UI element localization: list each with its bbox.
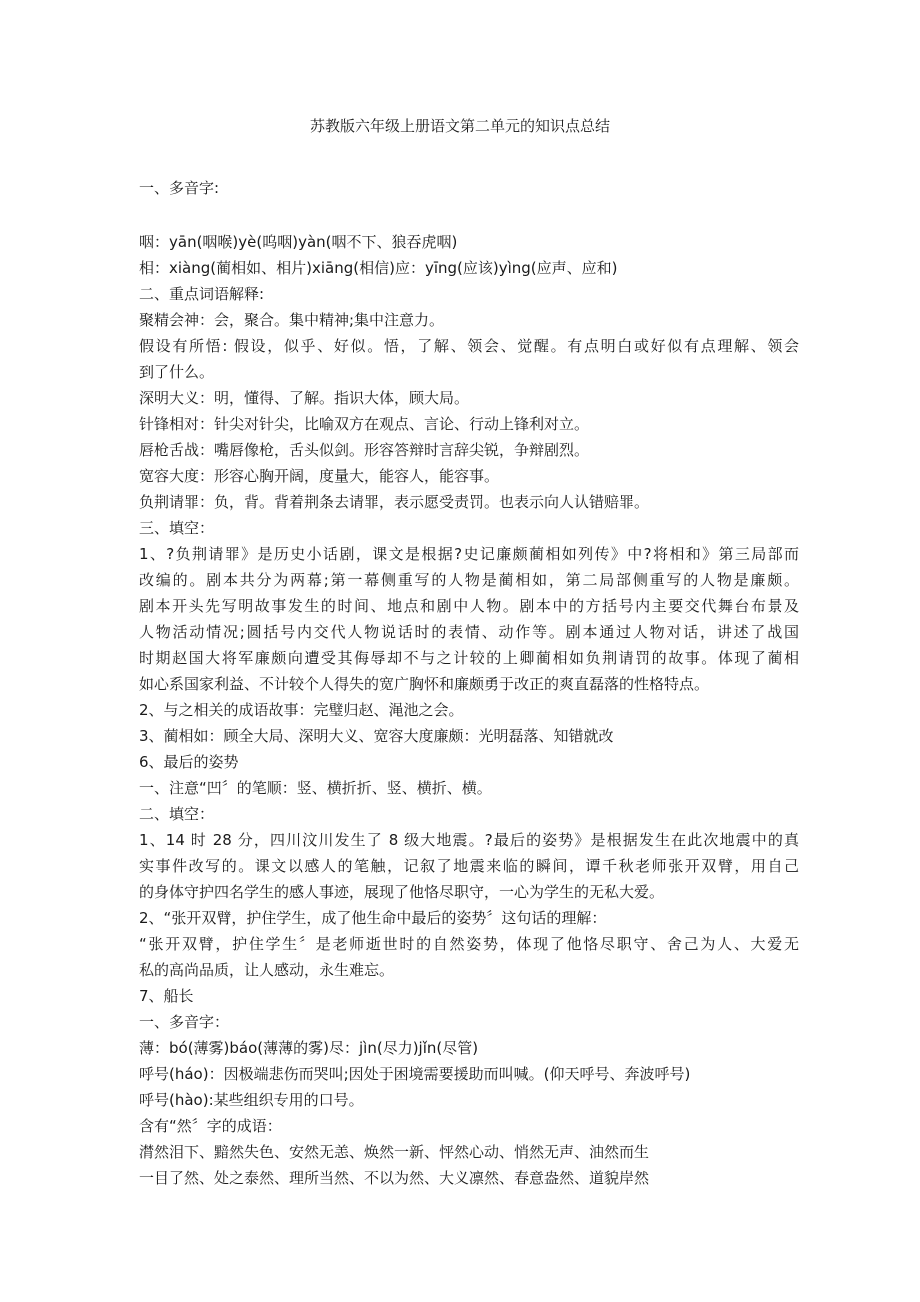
document-title: 苏教版六年级上册语文第二单元的知识点总结 — [309, 117, 610, 135]
text-line: 宽容大度：形容心胸开阔，度量大，能容人，能容事。 — [139, 467, 500, 485]
text-line: 薄：bó(薄雾)báo(薄薄的雾)尽：jìn(尽力)jǐn(尽管) — [139, 1039, 479, 1057]
text-line: 潸然泪下、黯然失色、安然无恙、焕然一新、怦然心动、悄然无声、油然而生 — [139, 1143, 650, 1161]
text-line: 的身体守护四名学生的感人事迹，展现了他恪尽职守，一心为学生的无私大爱。 — [139, 883, 665, 901]
section-heading: 一、多音字: — [139, 179, 220, 197]
text-line: 1、14 时 28 分，四川汶川发生了 8 级大地震。?最后的姿势》是根据发生在此次地震中的真 — [139, 831, 799, 849]
text-line: 到了什么。 — [139, 363, 215, 381]
text-line: 6、最后的姿势 — [139, 753, 239, 771]
text-line: 一目了然、处之泰然、理所当然、不以为然、大义凛然、春意盎然、道貌岸然 — [139, 1169, 650, 1187]
text-line: 改编的。剧本共分为两幕;第一幕侧重写的人物是蔺相如，第二局部侧重写的人物是廉颇。 — [139, 571, 799, 589]
text-line: 呼号(hào):某些组织专用的口号。 — [139, 1091, 364, 1109]
text-line: 人物活动情况;圆括号内交代人物说话时的表情、动作等。剧本通过人物对话，讲述了战国 — [139, 623, 799, 641]
text-line: 负荆请罪：负，背。背着荆条去请罪，表示愿受责罚。也表示向人认错赔罪。 — [139, 493, 650, 511]
text-line: 实事件改写的。课文以感人的笔触，记叙了地震来临的瞬间，谭千秋老师张开双臂，用自己 — [139, 857, 799, 875]
text-line: 一、多音字： — [139, 1013, 230, 1031]
text-line: 三、填空： — [139, 519, 215, 537]
text-line: 咽：yān(咽喉)yè(呜咽)yàn(咽不下、狼吞虎咽) — [139, 233, 458, 251]
text-line: 7、船长 — [139, 987, 194, 1005]
text-line: 时期赵国大将军廉颇向遭受其侮辱却不与之计较的上卿蔺相如负荆请罚的故事。体现了蔺相 — [139, 649, 799, 667]
text-line: 一、注意“凹〞的笔顺：竖、横折折、竖、横折、横。 — [139, 779, 492, 797]
text-line: 3、蔺相如：顾全大局、深明大义、宽容大度廉颇：光明磊落、知错就改 — [139, 727, 614, 745]
text-line: 二、重点词语解释: — [139, 285, 265, 303]
text-line: 聚精会神：会，聚合。集中精神;集中注意力。 — [139, 311, 445, 329]
text-line: 针锋相对：针尖对针尖，比喻双方在观点、言论、行动上锋利对立。 — [139, 415, 590, 433]
text-line: “张开双臂，护住学生〞是老师逝世时的自然姿势，体现了他恪尽职守、舍己为人、大爱无 — [139, 935, 799, 953]
text-line: 呼号(háo)：因极端悲伤而哭叫;因处于困境需要援助而叫喊。(仰天呼号、奔波呼号) — [139, 1065, 691, 1083]
text-line: 深明大义：明，懂得、了解。指识大体，顾大局。 — [139, 389, 470, 407]
text-line: 剧本开头先写明故事发生的时间、地点和剧中人物。剧本中的方括号内主要交代舞台布景及 — [139, 597, 799, 615]
text-line: 唇枪舌战：嘴唇像枪，舌头似剑。形容答辩时言辞尖锐，争辩剧烈。 — [139, 441, 590, 459]
text-line: 私的高尚品质，让人感动，永生难忘。 — [139, 961, 395, 979]
text-line: 二、填空： — [139, 805, 215, 823]
text-line: 2、与之相关的成语故事：完璧归赵、渑池之会。 — [139, 701, 464, 719]
text-line: 假设有所悟: 假设，似乎、好似。悟，了解、领会、觉醒。有点明白或好似有点理解、领会 — [139, 337, 799, 355]
text-line: 1、?负荆请罪》是历史小话剧，课文是根据?史记廉颇蔺相如列传》中?将相和》第三局部而 — [139, 545, 799, 563]
text-line: 含有“然〞字的成语： — [139, 1117, 282, 1135]
document-body — [139, 229, 799, 1191]
text-line: 2、“张开双臂，护住学生，成了他生命中最后的姿势〞这句话的理解： — [139, 909, 607, 927]
text-line: 如心系国家利益、不计较个人得失的宽广胸怀和廉颇勇于改正的爽直磊落的性格特点。 — [139, 675, 710, 693]
text-line: 相：xiàng(蔺相如、相片)xiāng(相信)应：yīng(应该)yìng(应声、应和) — [139, 259, 618, 277]
